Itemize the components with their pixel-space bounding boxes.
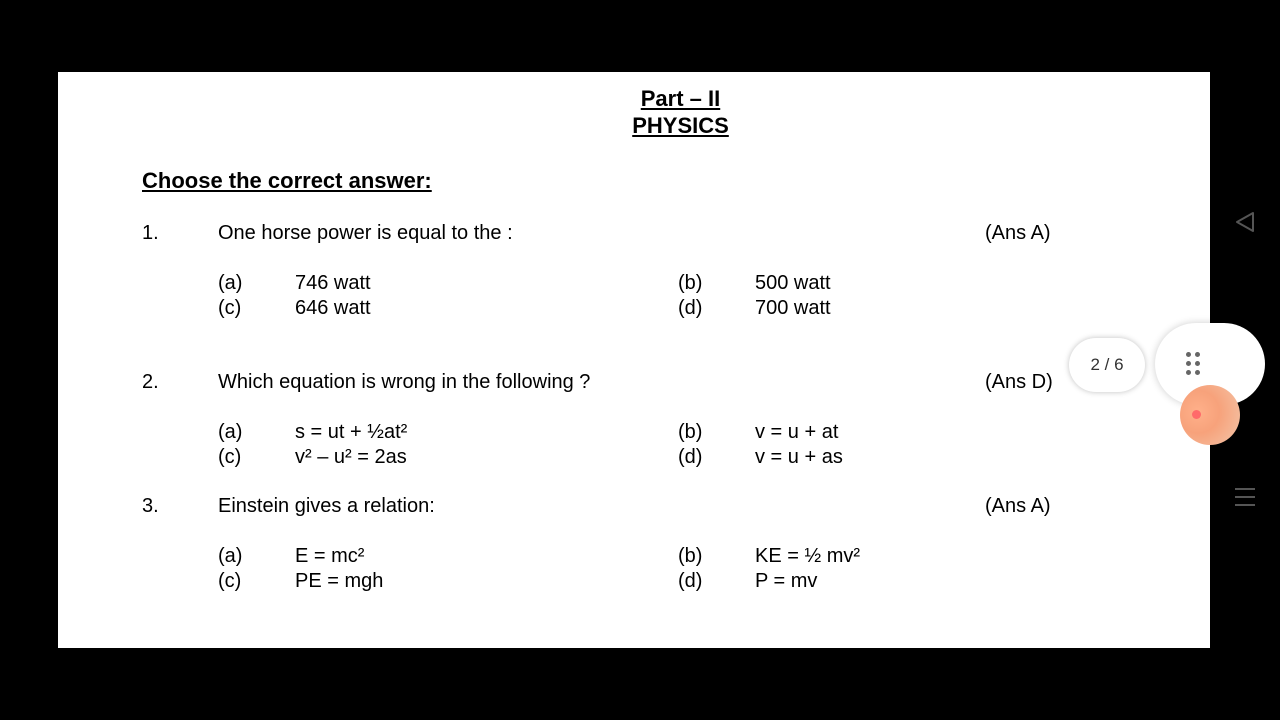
floating-assistant-button[interactable] [1180,385,1240,445]
option-label: (c) [218,446,242,468]
option-value: E = mc² [295,545,365,567]
option-value: s = ut + ½at² [295,421,408,443]
question-number: 3. [142,495,159,517]
answer-key: (Ans A) [985,495,1051,517]
question-number: 1. [142,222,159,244]
back-icon[interactable] [1234,210,1256,234]
option-value: P = mv [755,570,818,592]
option-label: (a) [218,421,243,443]
record-dot-icon [1192,410,1201,419]
option-value: PE = mgh [295,570,384,592]
option-label: (b) [678,272,703,294]
option-label: (d) [678,297,703,319]
option-label: (d) [678,570,703,592]
option-value: 700 watt [755,297,831,319]
page-indicator: 2 / 6 [1069,338,1145,392]
option-label: (c) [218,570,242,592]
option-label: (a) [218,272,243,294]
option-label: (b) [678,545,703,567]
part-title: Part – II [640,86,721,111]
option-value: v² – u² = 2as [295,446,407,468]
option-value: v = u + as [755,446,843,468]
option-label: (d) [678,446,703,468]
question-number: 2. [142,371,159,393]
option-label: (b) [678,421,703,443]
document-page [58,72,1210,648]
subject-title: PHYSICS [632,113,729,138]
option-value: 500 watt [755,272,831,294]
drag-handle-icon[interactable] [1186,352,1204,376]
option-value: 646 watt [295,297,371,319]
option-value: 746 watt [295,272,371,294]
option-label: (c) [218,297,242,319]
question-text: Which equation is wrong in the following ? [218,371,591,393]
instruction-heading: Choose the correct answer: [142,168,432,193]
recent-apps-icon[interactable] [1235,488,1255,508]
option-value: KE = ½ mv² [755,545,861,567]
question-text: Einstein gives a relation: [218,495,435,517]
question-text: One horse power is equal to the : [218,222,513,244]
option-value: v = u + at [755,421,839,443]
answer-key: (Ans A) [985,222,1051,244]
answer-key: (Ans D) [985,371,1053,393]
option-label: (a) [218,545,243,567]
